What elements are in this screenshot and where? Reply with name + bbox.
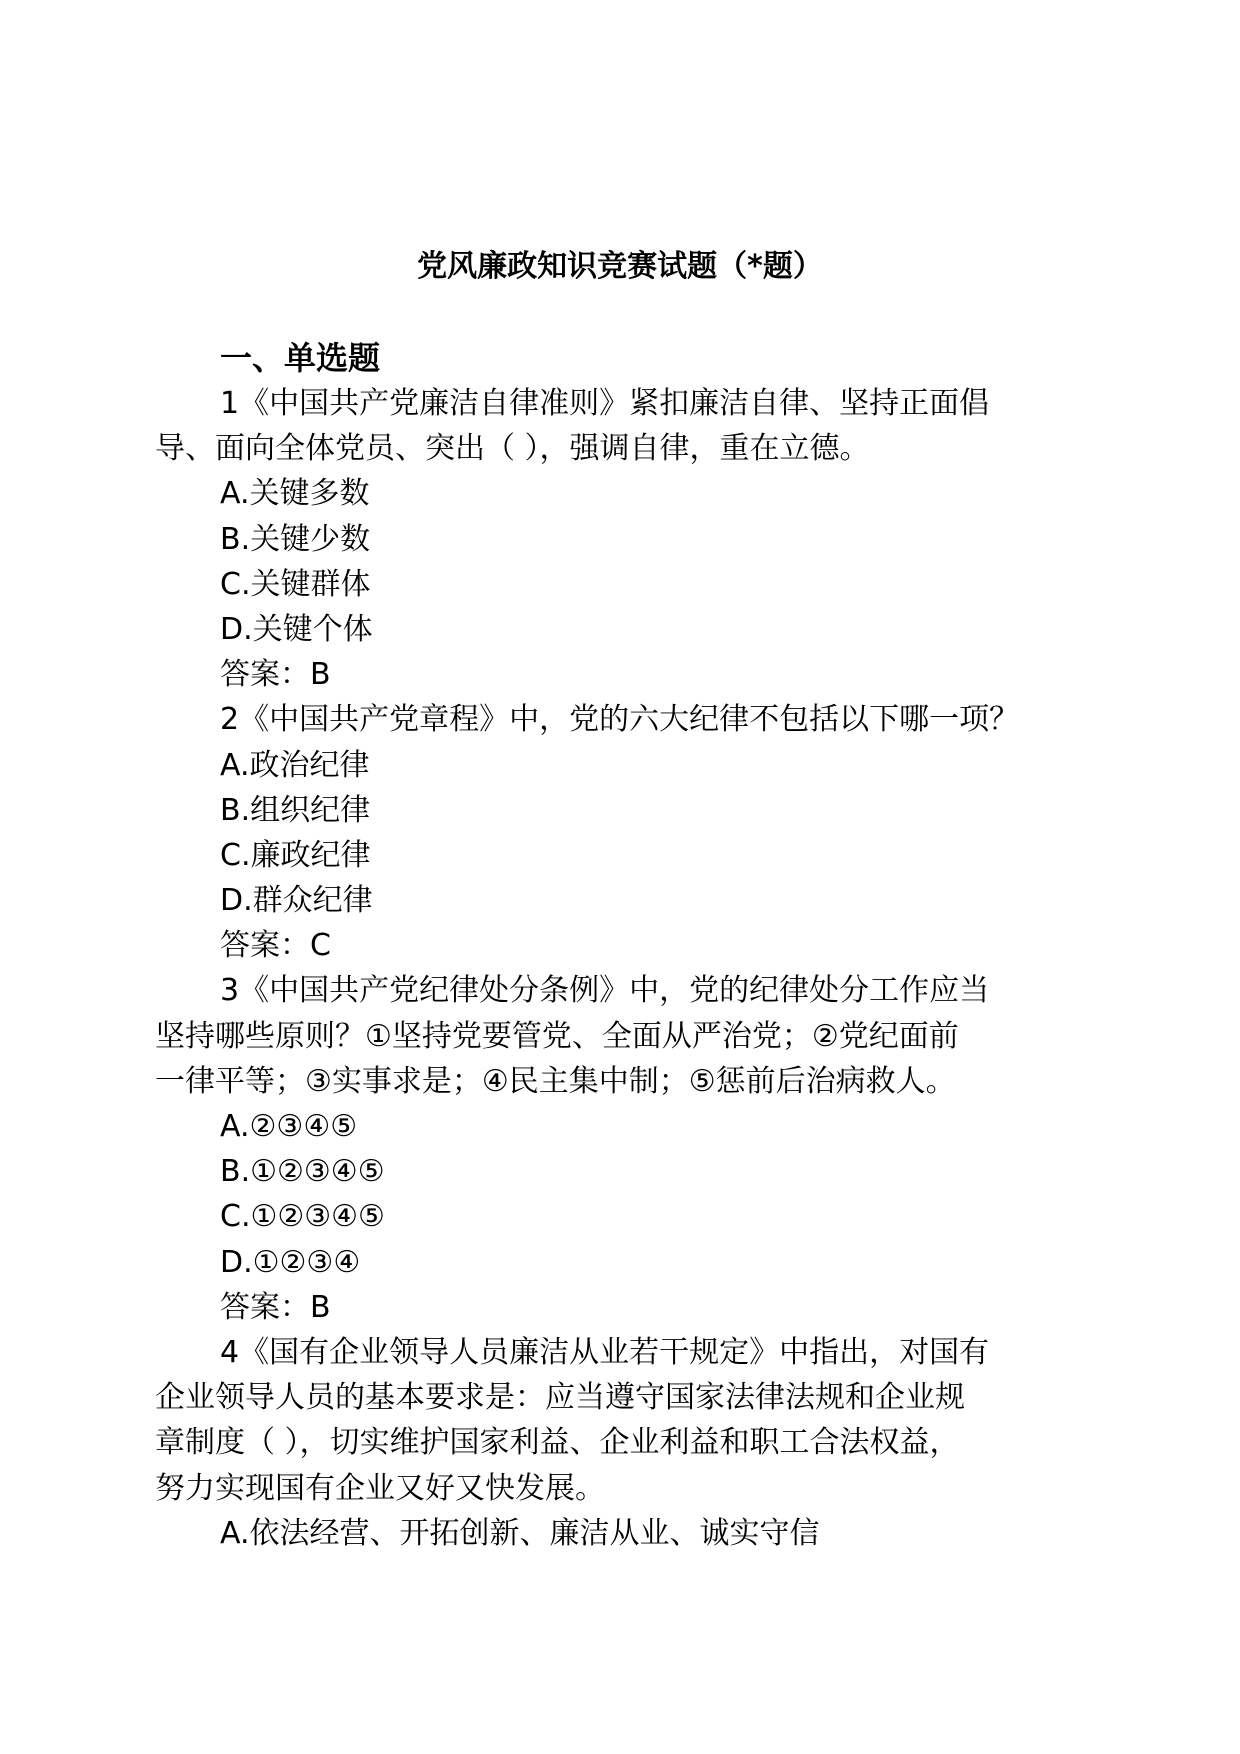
text-line: C.关键群体 xyxy=(220,566,371,602)
text-line: A.政治纪律 xyxy=(220,747,370,783)
text-line: 答案：B xyxy=(220,657,331,693)
text-line: 企业领导人员的基本要求是：应当遵守国家法律法规和企业规 xyxy=(155,1380,965,1416)
text-line: D.群众纪律 xyxy=(220,883,373,919)
text-line: A.②③④⑤ xyxy=(220,1109,358,1144)
text-line: 坚持哪些原则？①坚持党要管党、全面从严治党；②党纪面前 xyxy=(155,1018,959,1054)
text-line: C.廉政纪律 xyxy=(220,837,371,873)
text-line: 努力实现国有企业又好又快发展。 xyxy=(155,1470,605,1506)
document-body xyxy=(155,381,1095,1556)
text-line: B.组织纪律 xyxy=(220,792,371,828)
text-line: 4《国有企业领导人员廉洁从业若干规定》中指出，对国有 xyxy=(220,1334,990,1370)
text-line: A.关键多数 xyxy=(220,476,370,512)
section-heading: 一、单选题 xyxy=(220,339,381,377)
text-line: 章制度（ ），切实维护国家利益、企业利益和职工合法权益， xyxy=(155,1425,960,1461)
text-line: 导、面向全体党员、突出（ ），强调自律，重在立德。 xyxy=(155,431,870,467)
document-title: 党风廉政知识竞赛试题（*题） xyxy=(417,249,823,284)
text-line: D.关键个体 xyxy=(220,611,373,647)
text-line: 2《中国共产党章程》中，党的六大纪律不包括以下哪一项？ xyxy=(220,702,1020,738)
text-line: C.①②③④⑤ xyxy=(220,1199,385,1235)
text-line: B.关键少数 xyxy=(220,521,371,557)
text-line: 1《中国共产党廉洁自律准则》紧扣廉洁自律、坚持正面倡 xyxy=(220,386,990,421)
text-line: 答案：C xyxy=(220,928,331,964)
text-line: 3《中国共产党纪律处分条例》中，党的纪律处分工作应当 xyxy=(220,973,990,1009)
text-line: 答案：B xyxy=(220,1289,331,1325)
text-line: B.①②③④⑤ xyxy=(220,1154,385,1190)
text-line: D.①②③④ xyxy=(220,1244,361,1280)
text-line: A.依法经营、开拓创新、廉洁从业、诚实守信 xyxy=(220,1515,820,1551)
text-line: 一律平等；③实事求是；④民主集中制；⑤惩前后治病救人。 xyxy=(155,1063,956,1099)
